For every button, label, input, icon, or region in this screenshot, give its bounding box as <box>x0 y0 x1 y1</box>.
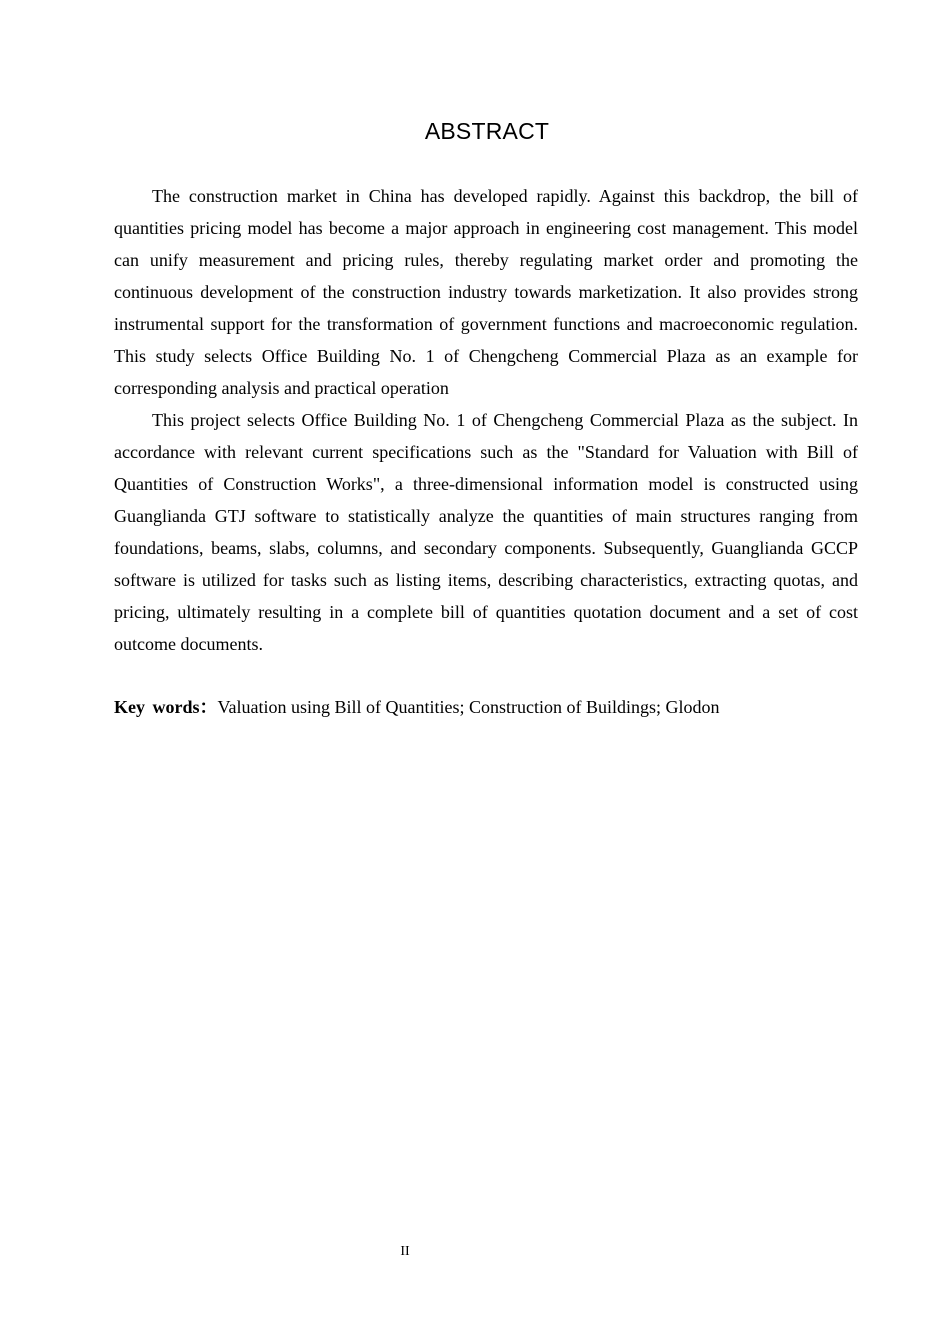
keywords-label: Key words： <box>114 697 218 717</box>
page-number: II <box>400 1244 410 1259</box>
abstract-paragraph-2: This project selects Office Building No. 1 of Chengcheng Commercial Plaza as the subject. In accordance with relevant current specifications such as the "Standard for Valuation with Bill of Quantities of Construction Works", a three-dimensional information model is constructed using Guanglianda GTJ software to statistically analyze the quantities of main structures ranging from foundations, beams, slabs, columns, and secondary components. Subsequently, Guanglianda GCCP software is utilized for tasks such as listing items, describing characteristics, extracting quotas, and pricing, ultimately resulting in a complete bill of quantities quotation document and a set of cost outcome documents. <box>114 410 858 654</box>
abstract-paragraph-1: The construction market in China has developed rapidly. Against this backdrop, the bill of quantities pricing model has become a major approach in engineering cost management. This model can unify measurement and pricing rules, thereby regulating market order and promoting the continuous development of the construction industry towards marketization. It also provides strong instrumental support for the transformation of government functions and macroeconomic regulation. This study selects Office Building No. 1 of Chengcheng Commercial Plaza as an example for corresponding analysis and practical operation <box>114 186 858 398</box>
keywords-text: Valuation using Bill of Quantities; Construction of Buildings; Glodon <box>217 697 720 717</box>
abstract-body <box>114 180 858 660</box>
keywords-line <box>114 691 858 723</box>
abstract-title: ABSTRACT <box>424 118 550 144</box>
